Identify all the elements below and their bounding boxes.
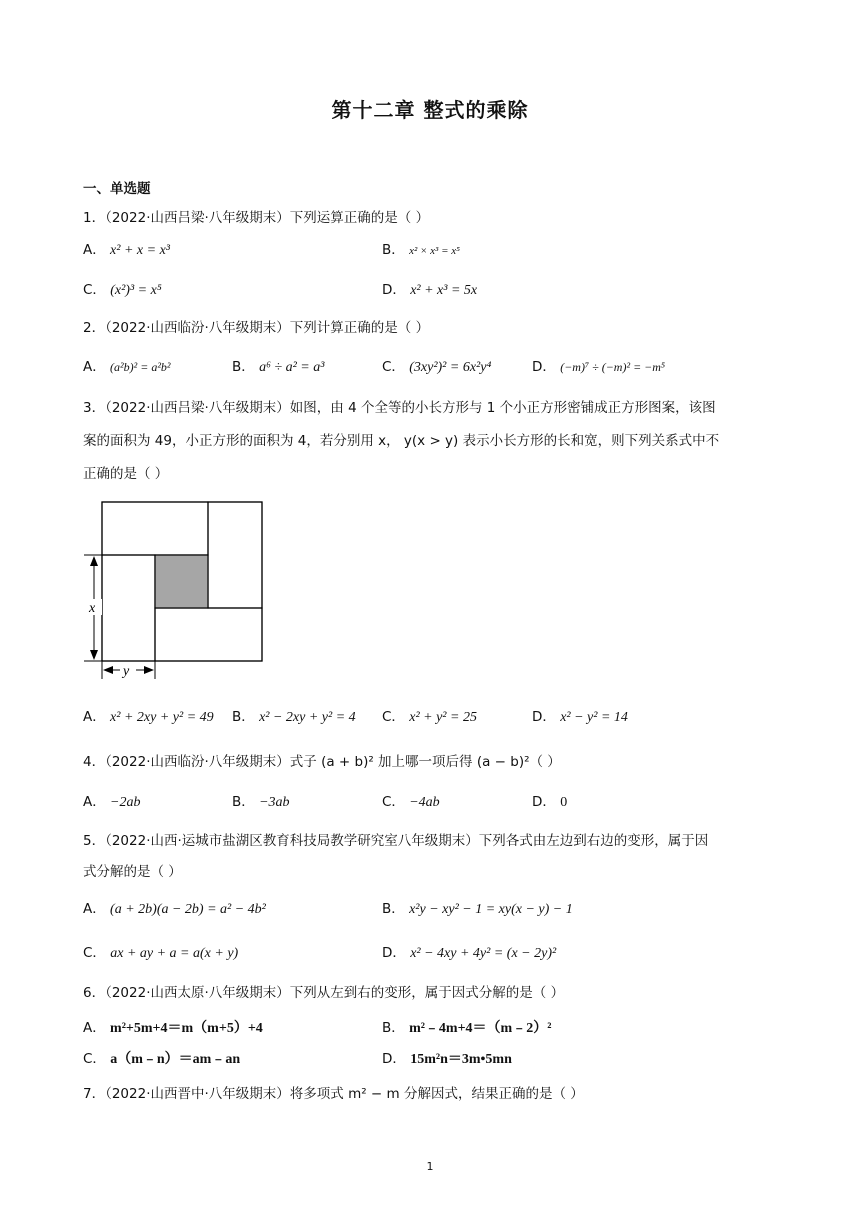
option-expr: −4ab [409,795,440,810]
option-label: C． [382,359,405,375]
option-expr: ax + ay + a = a(x + y) [110,946,239,961]
y-arrow-right [144,666,154,674]
q5-option-a[interactable] [83,897,266,918]
question-4-stem: 4．（2022·山西临汾·八年级期末）式子 (a + b)² 加上哪一项后得 (a − b)²（ ） [83,754,561,770]
option-label: C． [83,282,106,298]
option-label: C． [382,709,405,725]
q2-option-c[interactable] [382,355,491,376]
q4-option-c[interactable] [382,790,440,811]
option-expr: m²+5m+4＝m（m+5）+4 [110,1021,263,1036]
q6-option-c[interactable] [83,1047,240,1068]
option-expr: x² − y² = 14 [560,710,628,725]
q1-option-b[interactable] [382,238,460,258]
question-3-stem-line2: 案的面积为 49，小正方形的面积为 4，若分别用 x， y(x > y) 表示小长方形的长和宽，则下列关系式中不 [83,433,720,449]
option-expr: x² − 2xy + y² = 4 [259,710,356,725]
question-3-stem-line1: 3．（2022·山西吕梁·八年级期末）如图，由 4 个全等的小长方形与 1 个小正方形密铺成正方形图案，该图 [83,400,716,416]
option-label: C． [382,794,405,810]
option-label: A． [83,242,106,258]
q1-option-d[interactable] [382,278,477,299]
option-expr: x² + x = x³ [110,243,170,258]
option-label: A． [83,1020,106,1036]
question-3-stem-line3: 正确的是（ ） [83,466,169,482]
q3-option-b[interactable] [232,705,356,726]
q5-option-d[interactable] [382,941,556,962]
page-title: 第十二章 整式的乘除 [331,98,529,122]
q6-option-b[interactable] [382,1016,551,1037]
q4-option-d[interactable] [532,790,567,811]
square-tiling-figure [80,498,270,683]
option-expr: (x²)³ = x⁵ [110,283,162,298]
option-label: B． [232,359,255,375]
option-label: A． [83,794,106,810]
center-small-square [155,555,208,608]
q3-option-d[interactable] [532,705,628,726]
section-heading: 一、单选题 [83,181,151,197]
question-1-stem: 1．（2022·山西吕梁·八年级期末）下列运算正确的是（ ） [83,210,430,226]
q5-option-c[interactable] [83,941,238,962]
question-6-stem: 6．（2022·山西太原·八年级期末）下列从左到右的变形，属于因式分解的是（ ） [83,985,565,1001]
option-expr: 0 [560,795,568,810]
option-expr: m²﹣4m+4＝（m﹣2）² [409,1021,552,1036]
option-expr: x² + y² = 25 [409,710,477,725]
y-arrow-left [103,666,113,674]
option-label: D． [382,1051,406,1067]
option-expr: −2ab [110,795,141,810]
option-label: B． [382,901,405,917]
q6-option-d[interactable] [382,1047,512,1068]
q4-option-b[interactable] [232,790,290,811]
option-expr: x²y − xy² − 1 = xy(x − y) − 1 [409,902,573,917]
option-label: D． [382,945,406,961]
q1-option-c[interactable] [83,278,162,299]
page-number: 1 [426,1160,434,1173]
option-label: C． [83,1051,106,1067]
question-2-stem: 2．（2022·山西临汾·八年级期末）下列计算正确的是（ ） [83,320,430,336]
option-expr: a（m﹣n）＝am﹣an [110,1052,241,1067]
x-arrow-down [90,650,98,660]
option-expr: x² × x³ = x⁵ [409,245,460,257]
bottom-rectangle [155,608,262,661]
question-7-stem: 7．（2022·山西晋中·八年级期末）将多项式 m² − m 分解因式，结果正确的是（ ） [83,1086,584,1102]
q2-option-b[interactable] [232,355,324,376]
option-label: B． [232,794,255,810]
option-expr: 15m²n＝3m•5mn [410,1052,512,1067]
option-label: D． [382,282,406,298]
option-label: C． [83,945,106,961]
option-expr: (3xy²)² = 6x²y⁴ [409,360,492,375]
option-label: B． [382,1020,405,1036]
option-expr: x² − 4xy + 4y² = (x − 2y)² [410,946,557,961]
option-expr: x² + x³ = 5x [410,283,478,298]
option-expr: a⁶ ÷ a² = a³ [259,360,325,375]
option-expr: (−m)⁷ ÷ (−m)² = −m⁵ [560,360,666,374]
option-label: D． [532,709,556,725]
option-label: B． [382,242,405,258]
option-label: A． [83,709,106,725]
q4-option-a[interactable] [83,790,141,811]
option-expr: x² + 2xy + y² = 49 [110,710,214,725]
q3-option-a[interactable] [83,705,214,726]
left-rectangle [102,555,155,661]
option-expr: −3ab [259,795,290,810]
question-5-stem-line1: 5．（2022·山西·运城市盐湖区教育科技局教学研究室八年级期末）下列各式由左边到右边的变形，属于因 [83,833,709,849]
option-label: B． [232,709,255,725]
x-arrow-up [90,556,98,566]
option-label: A． [83,359,106,375]
option-expr: (a + 2b)(a − 2b) = a² − 4b² [110,902,266,917]
option-label: D． [532,794,556,810]
q2-option-a[interactable] [83,355,171,375]
option-label: D． [532,359,556,375]
x-label: x [89,601,96,616]
q3-option-c[interactable] [382,705,477,726]
question-5-stem-line2: 式分解的是（ ） [83,864,182,880]
q2-option-d[interactable] [532,355,665,375]
option-label: A． [83,901,106,917]
top-rectangle [102,502,208,555]
option-expr: (a²b)² = a²b² [110,360,171,374]
q1-option-a[interactable] [83,238,170,259]
q6-option-a[interactable] [83,1016,263,1037]
y-label: y [123,664,130,679]
right-rectangle [208,502,262,608]
q5-option-b[interactable] [382,897,573,918]
